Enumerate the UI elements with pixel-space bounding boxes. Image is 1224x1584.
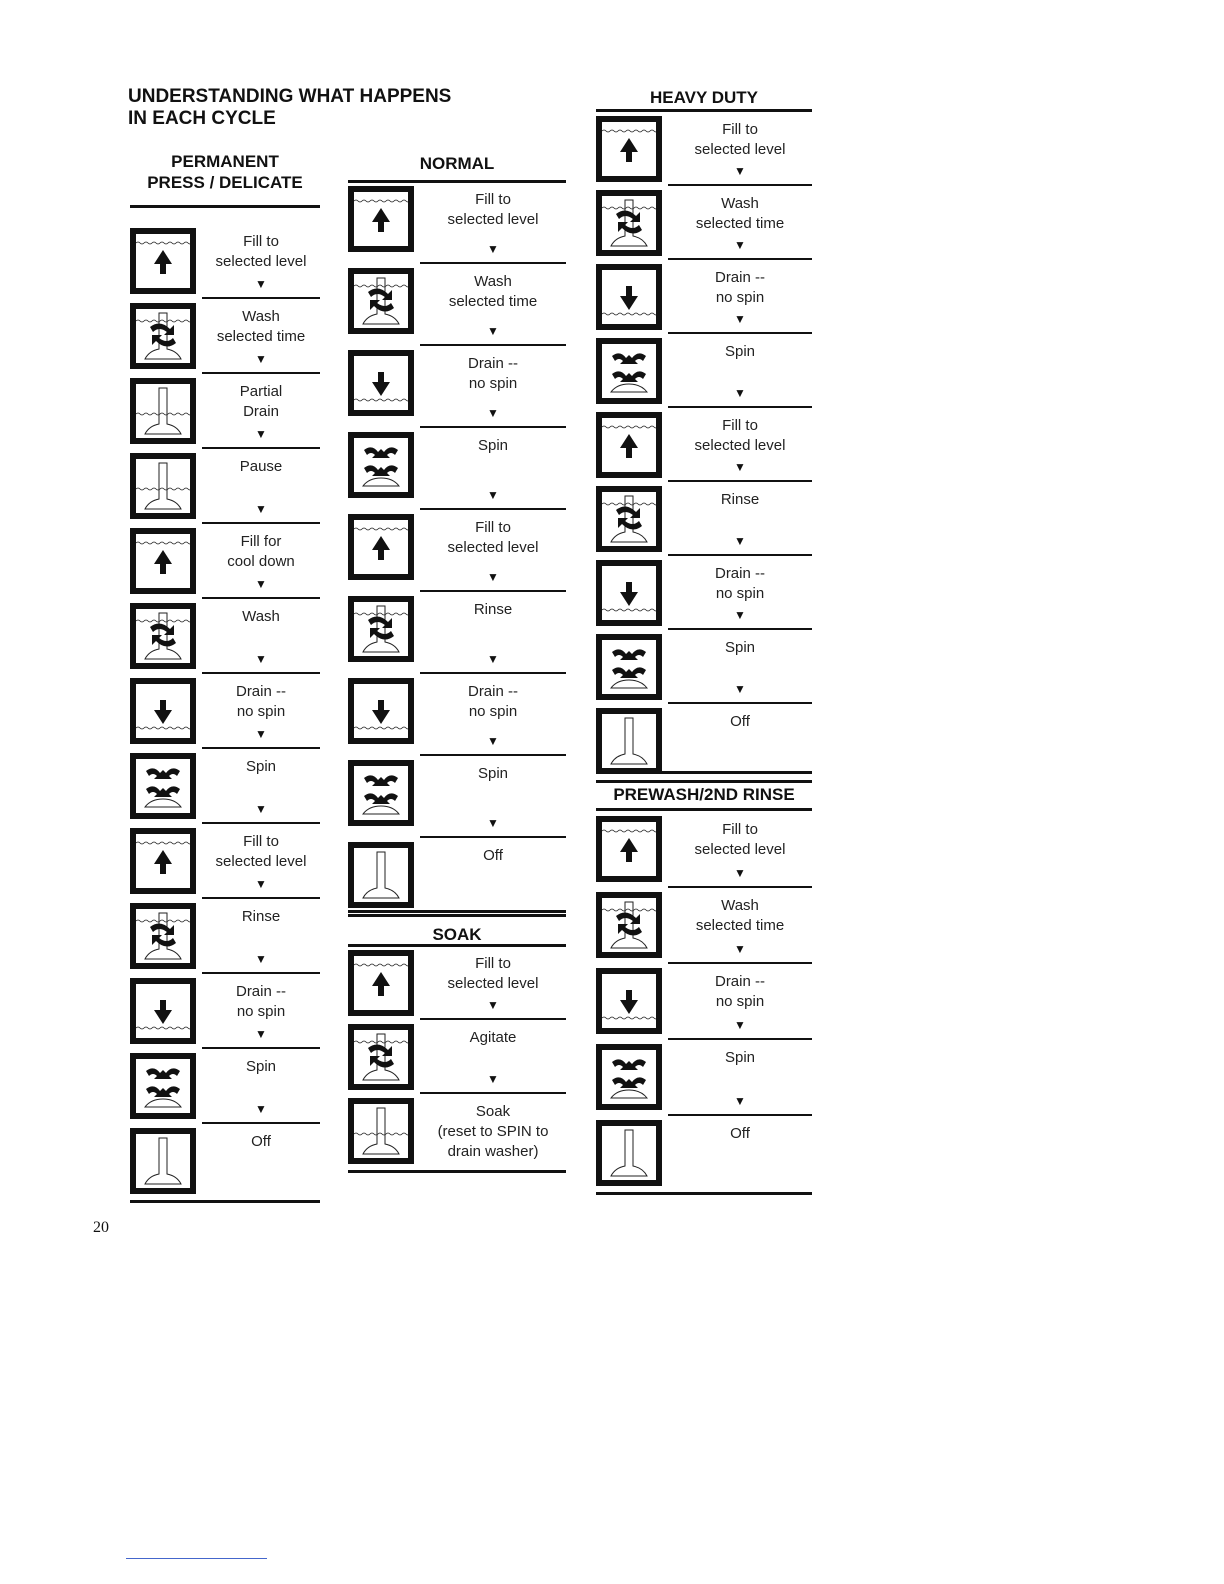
step-label-line: drain washer)	[447, 1143, 539, 1160]
step-label-line: Drain --	[235, 683, 286, 700]
cycle-step	[130, 903, 320, 978]
step-label-line: Drain --	[714, 973, 765, 990]
step-label-line: Spin	[724, 343, 756, 360]
step-divider	[668, 406, 812, 408]
step-label-line: Spin	[245, 758, 277, 775]
step-label	[202, 232, 320, 272]
step-divider	[668, 628, 812, 630]
step-label	[668, 564, 812, 604]
step-label-line: selected level	[447, 975, 539, 992]
down-arrow-icon: ▼	[487, 488, 499, 502]
step-label	[668, 1124, 812, 1144]
step-divider	[202, 372, 320, 374]
drain-icon	[596, 560, 662, 626]
drain-icon	[348, 678, 414, 744]
page-number: 20	[93, 1219, 109, 1236]
page-title-line-2: IN EACH CYCLE	[128, 108, 276, 129]
drain-icon	[596, 968, 662, 1034]
step-label-line: selected level	[447, 211, 539, 228]
permanent-press-title	[110, 151, 340, 193]
cycle-step	[596, 1044, 812, 1120]
step-label	[202, 757, 320, 777]
wash-icon	[130, 303, 196, 369]
step-label-line: Fill to	[475, 955, 511, 972]
step-label	[420, 682, 566, 722]
down-arrow-icon: ▼	[487, 242, 499, 256]
step-divider	[596, 780, 812, 783]
normal-title-line: NORMAL	[419, 154, 495, 173]
down-arrow-icon: ▼	[487, 324, 499, 338]
step-divider	[202, 972, 320, 974]
step-label-line: Spin	[477, 437, 509, 454]
step-label	[668, 896, 812, 936]
step-divider	[668, 480, 812, 482]
step-label-line: Rinse	[720, 491, 760, 508]
wash-icon	[596, 486, 662, 552]
cycle-step	[596, 412, 812, 486]
cycle-step	[596, 116, 812, 190]
drain-icon	[130, 978, 196, 1044]
step-label	[202, 982, 320, 1022]
drain-icon	[596, 264, 662, 330]
step-label-line: no spin	[468, 375, 518, 392]
cycle-step	[348, 432, 566, 514]
step-divider	[202, 597, 320, 599]
cycle-step	[130, 678, 320, 753]
step-label	[202, 682, 320, 722]
step-divider	[202, 297, 320, 299]
step-label	[420, 764, 566, 784]
step-label	[420, 272, 566, 312]
spin-icon	[596, 1044, 662, 1110]
step-divider	[202, 672, 320, 674]
step-label	[202, 1057, 320, 1077]
prewash-title	[576, 784, 832, 805]
cycle-step	[130, 378, 320, 453]
step-divider	[202, 1122, 320, 1124]
step-divider	[202, 522, 320, 524]
off-icon	[130, 1128, 196, 1194]
down-arrow-icon: ▼	[487, 998, 499, 1012]
cycle-step	[348, 350, 566, 432]
step-label-line: selected level	[694, 437, 786, 454]
down-arrow-icon: ▼	[487, 570, 499, 584]
step-label	[420, 1102, 566, 1162]
cycle-step	[596, 968, 812, 1044]
step-label-line: Off	[483, 847, 503, 864]
page-title-line-1: UNDERSTANDING WHAT HAPPENS	[128, 86, 452, 107]
down-arrow-icon: ▼	[734, 866, 746, 880]
step-label	[668, 820, 812, 860]
heavy-duty-title-line: HEAVY DUTY	[649, 88, 758, 107]
fill-icon	[596, 816, 662, 882]
step-label	[420, 600, 566, 620]
cycle-step	[596, 264, 812, 338]
step-label-line: Fill to	[475, 191, 511, 208]
step-label	[202, 457, 320, 477]
down-arrow-icon: ▼	[255, 277, 267, 291]
step-label-line: selected time	[695, 917, 785, 934]
step-divider	[420, 754, 566, 756]
step-label	[202, 907, 320, 927]
step-divider	[668, 1114, 812, 1116]
off-icon	[348, 842, 414, 908]
step-label-line: Wash	[721, 195, 759, 212]
page-title	[128, 86, 451, 130]
step-label-line: Drain	[243, 403, 279, 420]
cycle-step	[130, 603, 320, 678]
step-label-line: Off	[730, 713, 750, 730]
step-label	[202, 307, 320, 347]
step-divider	[668, 886, 812, 888]
step-label	[202, 607, 320, 627]
down-arrow-icon: ▼	[734, 164, 746, 178]
step-divider	[348, 914, 566, 917]
step-label	[420, 846, 566, 866]
step-divider	[420, 262, 566, 264]
cycle-step	[596, 190, 812, 264]
step-label-line: Agitate	[469, 1029, 517, 1046]
fill-icon	[596, 412, 662, 478]
soak-top-rule	[348, 910, 566, 913]
step-label-line: selected level	[215, 253, 307, 270]
step-label-line: Spin	[724, 639, 756, 656]
heavy-duty-title-rule	[596, 109, 812, 112]
step-divider	[420, 1092, 566, 1094]
fill-icon	[130, 528, 196, 594]
partial-drain-icon	[130, 453, 196, 519]
drain-icon	[348, 350, 414, 416]
footer-link-line	[126, 1558, 267, 1559]
soak-title-rule	[348, 944, 566, 947]
off-icon	[596, 708, 662, 774]
cycle-step	[596, 338, 812, 412]
down-arrow-icon: ▼	[734, 1094, 746, 1108]
step-label-line: Pause	[239, 458, 283, 475]
down-arrow-icon: ▼	[734, 682, 746, 696]
step-label	[202, 1132, 320, 1152]
step-divider	[348, 1170, 566, 1173]
step-divider	[420, 426, 566, 428]
fill-icon	[348, 514, 414, 580]
step-label	[668, 1048, 812, 1068]
down-arrow-icon: ▼	[255, 877, 267, 891]
cycle-step	[348, 268, 566, 350]
step-label-line: Fill to	[722, 821, 758, 838]
step-label-line: Fill to	[243, 233, 279, 250]
step-divider	[420, 508, 566, 510]
step-label-line: no spin	[236, 1003, 286, 1020]
cycle-step	[596, 560, 812, 634]
step-divider	[668, 184, 812, 186]
step-divider	[668, 332, 812, 334]
step-label-line: Partial	[239, 383, 283, 400]
step-label-line: Drain --	[714, 269, 765, 286]
soak-title-line: SOAK	[432, 925, 482, 944]
step-label-line: (reset to SPIN to	[437, 1123, 549, 1140]
step-label-line: Spin	[245, 1058, 277, 1075]
step-label	[668, 638, 812, 658]
step-label-line: Drain --	[467, 683, 518, 700]
step-label-line: Drain --	[235, 983, 286, 1000]
permanent-press-title-rule	[130, 205, 320, 208]
down-arrow-icon: ▼	[734, 386, 746, 400]
step-label	[420, 954, 566, 994]
cycle-step	[130, 1128, 320, 1203]
step-label	[668, 712, 812, 732]
down-arrow-icon: ▼	[487, 816, 499, 830]
wash-icon	[348, 1024, 414, 1090]
step-label	[668, 268, 812, 308]
step-divider	[668, 258, 812, 260]
down-arrow-icon: ▼	[255, 1027, 267, 1041]
spin-icon	[130, 753, 196, 819]
step-divider	[202, 747, 320, 749]
prewash-title-rule	[596, 808, 812, 811]
step-label-line: Wash	[242, 608, 280, 625]
cycle-step	[596, 892, 812, 968]
cycle-step	[348, 1024, 566, 1098]
step-label	[420, 354, 566, 394]
step-label-line: Fill to	[722, 121, 758, 138]
down-arrow-icon: ▼	[255, 577, 267, 591]
step-label-line: selected time	[448, 293, 538, 310]
step-divider	[130, 1200, 320, 1203]
permanent-press-title-line: PRESS / DELICATE	[147, 173, 303, 192]
down-arrow-icon: ▼	[255, 727, 267, 741]
down-arrow-icon: ▼	[255, 502, 267, 516]
step-label-line: no spin	[715, 289, 765, 306]
cycle-step	[348, 760, 566, 842]
partial-drain-icon	[130, 378, 196, 444]
step-label-line: Drain --	[714, 565, 765, 582]
step-label	[668, 416, 812, 456]
fill-icon	[130, 228, 196, 294]
down-arrow-icon: ▼	[734, 460, 746, 474]
step-label	[420, 518, 566, 558]
step-label	[668, 342, 812, 362]
step-label	[420, 1028, 566, 1048]
step-label-line: Drain --	[467, 355, 518, 372]
step-label-line: Fill for	[240, 533, 282, 550]
cycle-step	[596, 634, 812, 708]
down-arrow-icon: ▼	[734, 1018, 746, 1032]
step-divider	[668, 702, 812, 704]
down-arrow-icon: ▼	[734, 942, 746, 956]
cycle-step	[130, 978, 320, 1053]
cycle-step	[348, 1098, 566, 1172]
down-arrow-icon: ▼	[487, 734, 499, 748]
prewash-title-line: PREWASH/2ND RINSE	[613, 785, 795, 804]
cycle-step	[348, 186, 566, 268]
cycle-step	[348, 514, 566, 596]
step-label-line: Fill to	[475, 519, 511, 536]
step-divider	[202, 897, 320, 899]
step-divider	[420, 836, 566, 838]
normal-title-rule	[348, 180, 566, 183]
step-label-line: Off	[730, 1125, 750, 1142]
step-label-line: no spin	[715, 993, 765, 1010]
spin-icon	[130, 1053, 196, 1119]
normal-title	[328, 153, 586, 174]
step-label-line: Fill to	[722, 417, 758, 434]
step-label-line: no spin	[236, 703, 286, 720]
step-label-line: no spin	[715, 585, 765, 602]
fill-icon	[348, 186, 414, 252]
permanent-press-title-line: PERMANENT	[171, 152, 279, 171]
down-arrow-icon: ▼	[255, 352, 267, 366]
cycle-step	[130, 1053, 320, 1128]
step-label	[420, 436, 566, 456]
step-label-line: Spin	[724, 1049, 756, 1066]
down-arrow-icon: ▼	[734, 238, 746, 252]
step-label-line: Spin	[477, 765, 509, 782]
step-label-line: Fill to	[243, 833, 279, 850]
drain-icon	[130, 678, 196, 744]
step-label-line: no spin	[468, 703, 518, 720]
step-label	[668, 490, 812, 510]
cycle-step	[130, 303, 320, 378]
step-label	[668, 120, 812, 160]
cycle-step	[596, 486, 812, 560]
cycle-step	[130, 828, 320, 903]
cycle-step	[130, 528, 320, 603]
step-divider	[202, 447, 320, 449]
step-label-line: selected time	[216, 328, 306, 345]
step-label-line: Wash	[242, 308, 280, 325]
down-arrow-icon: ▼	[487, 406, 499, 420]
down-arrow-icon: ▼	[255, 652, 267, 666]
step-divider	[668, 1038, 812, 1040]
down-arrow-icon: ▼	[487, 652, 499, 666]
wash-icon	[348, 268, 414, 334]
partial-drain-icon	[348, 1098, 414, 1164]
step-label-line: Wash	[721, 897, 759, 914]
step-label-line: selected level	[447, 539, 539, 556]
cycle-step	[596, 816, 812, 892]
fill-icon	[348, 950, 414, 1016]
step-label	[202, 832, 320, 872]
step-divider	[202, 822, 320, 824]
down-arrow-icon: ▼	[255, 427, 267, 441]
spin-icon	[348, 760, 414, 826]
step-label-line: Wash	[474, 273, 512, 290]
down-arrow-icon: ▼	[255, 952, 267, 966]
step-label	[202, 532, 320, 572]
cycle-step	[130, 753, 320, 828]
wash-icon	[596, 190, 662, 256]
cycle-step	[130, 453, 320, 528]
down-arrow-icon: ▼	[734, 534, 746, 548]
down-arrow-icon: ▼	[255, 1102, 267, 1116]
step-label-line: selected level	[694, 841, 786, 858]
spin-icon	[596, 338, 662, 404]
spin-icon	[348, 432, 414, 498]
wash-icon	[348, 596, 414, 662]
step-label-line: selected time	[695, 215, 785, 232]
down-arrow-icon: ▼	[487, 1072, 499, 1086]
step-label-line: cool down	[227, 553, 295, 570]
off-icon	[596, 1120, 662, 1186]
step-divider	[420, 1018, 566, 1020]
spin-icon	[596, 634, 662, 700]
step-label-line: Rinse	[241, 908, 281, 925]
soak-title	[328, 924, 586, 945]
step-divider	[596, 1192, 812, 1195]
step-divider	[420, 590, 566, 592]
fill-icon	[596, 116, 662, 182]
step-divider	[668, 554, 812, 556]
cycle-step	[130, 228, 320, 303]
prewash-top-rule	[596, 771, 812, 774]
down-arrow-icon: ▼	[734, 608, 746, 622]
down-arrow-icon: ▼	[734, 312, 746, 326]
step-label-line: Rinse	[473, 601, 513, 618]
step-label	[668, 194, 812, 234]
step-label	[420, 190, 566, 230]
heavy-duty-title	[576, 87, 832, 108]
step-divider	[420, 344, 566, 346]
cycle-step	[348, 950, 566, 1024]
wash-icon	[130, 903, 196, 969]
step-label-line: selected level	[694, 141, 786, 158]
cycle-step	[596, 1120, 812, 1196]
step-label-line: Soak	[475, 1103, 511, 1120]
cycle-step	[348, 596, 566, 678]
step-label-line: selected level	[215, 853, 307, 870]
cycle-step	[348, 678, 566, 760]
step-divider	[668, 962, 812, 964]
step-divider	[420, 672, 566, 674]
wash-icon	[130, 603, 196, 669]
step-label	[668, 972, 812, 1012]
fill-icon	[130, 828, 196, 894]
down-arrow-icon: ▼	[255, 802, 267, 816]
step-label-line: Off	[251, 1133, 271, 1150]
step-divider	[202, 1047, 320, 1049]
step-label	[202, 382, 320, 422]
wash-icon	[596, 892, 662, 958]
